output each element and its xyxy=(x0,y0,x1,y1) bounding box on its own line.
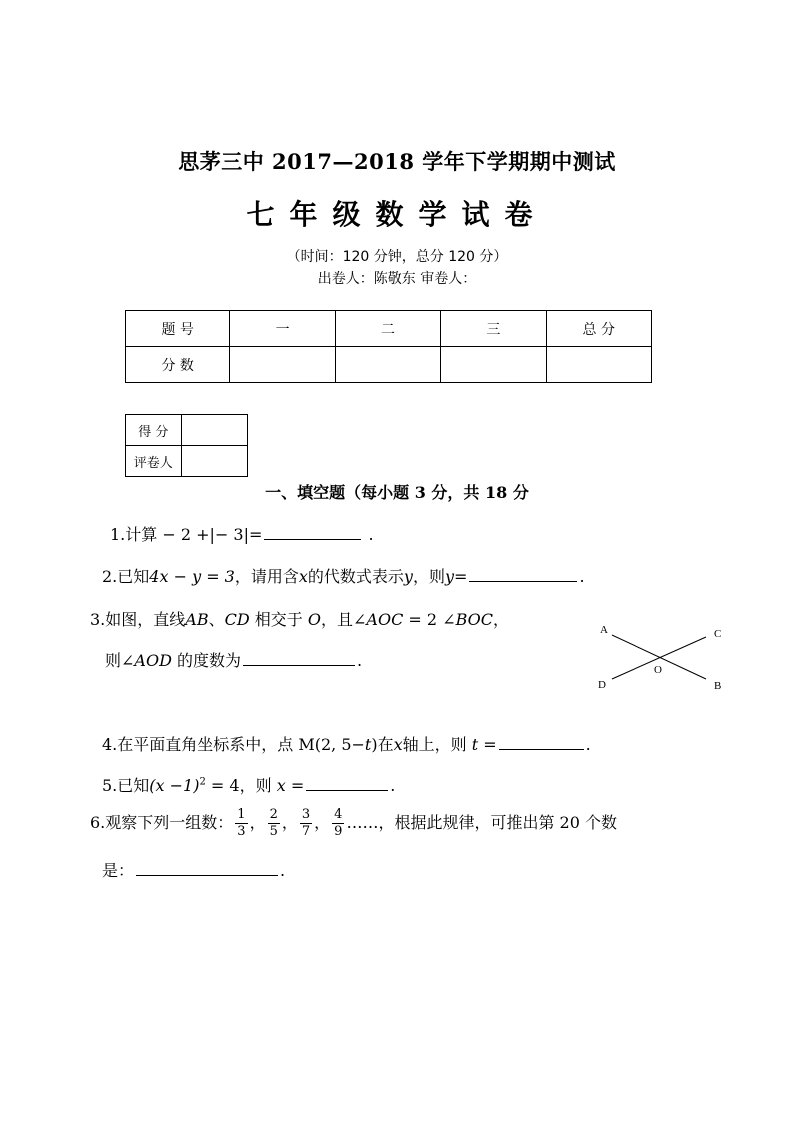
intersecting-lines-figure xyxy=(590,615,730,700)
q2-mid: ，请用含 xyxy=(234,567,299,586)
q3-end: ， xyxy=(493,610,510,629)
q6-fraction: $\frac{1}{3}$ xyxy=(237,807,246,839)
score-table-cell: 分 数 xyxy=(126,347,230,383)
point-label-d: D xyxy=(598,679,606,691)
point-label-a: A xyxy=(600,624,608,636)
q3-mid: 相交于 xyxy=(249,610,308,629)
q2-prefix: 2.已知 xyxy=(102,567,150,586)
q6-line2: 是： xyxy=(102,861,135,880)
score-entry-cell[interactable] xyxy=(335,347,440,383)
q1-abs-right: | xyxy=(243,525,249,544)
q5-x: x xyxy=(276,776,286,795)
q1-abs-inner: − 3 xyxy=(214,525,244,544)
q6-suffix: ，根据此规律，可推出第 20 个数 xyxy=(378,813,617,832)
q1-expression: − 2 + xyxy=(162,525,210,544)
question-3-line-1 xyxy=(90,607,509,630)
q2-tail: . xyxy=(579,567,585,586)
q2-var-y: y xyxy=(403,567,413,586)
q3-sep: 、 xyxy=(208,610,225,629)
score-entry-cell[interactable] xyxy=(546,347,651,383)
score-entry-cell[interactable] xyxy=(441,347,546,383)
q3-tail: . xyxy=(357,651,363,670)
q2-var-x: x xyxy=(298,567,308,586)
q5-value: = 4 xyxy=(205,776,240,795)
q3-aod: AOD xyxy=(134,651,172,670)
q3-answer-blank[interactable] xyxy=(243,649,355,666)
q2-mid3: ，则 xyxy=(412,567,445,586)
q6-fraction: $\frac{4}{9}$ xyxy=(334,807,343,839)
question-6-line-2 xyxy=(102,858,285,881)
q5-prefix: 5.已知 xyxy=(102,776,150,795)
q1-equals: = xyxy=(249,525,263,544)
grader-row xyxy=(126,415,248,446)
q4-t2: t xyxy=(471,735,479,754)
grader-label: 评卷人 xyxy=(126,446,182,477)
time-info: （时间：120 分钟，总分 120 分） xyxy=(286,249,508,265)
q4-x: x xyxy=(393,735,403,754)
q3-mid2: ，且∠ xyxy=(321,610,367,629)
q4-answer-blank[interactable] xyxy=(499,733,584,750)
q5-answer-blank[interactable] xyxy=(306,774,388,791)
q4-prefix: 4.在平面直角坐标系中，点 M(2, 5− xyxy=(102,735,365,754)
question-4 xyxy=(102,732,591,755)
q1-answer-blank[interactable] xyxy=(264,523,361,540)
section-heading: 一、填空题（每小题 3 分，共 18 分 xyxy=(265,483,529,502)
question-5 xyxy=(102,773,395,796)
score-table xyxy=(125,310,652,383)
score-table-cell: 二 xyxy=(335,311,440,347)
exam-title: 思茅三中 2017—2018 学年下学期期中测试 xyxy=(178,149,616,174)
q3-eq: = 2 ∠ xyxy=(403,610,456,629)
q6-ellipsis: …… xyxy=(346,813,379,832)
q6-fraction: $\frac{3}{7}$ xyxy=(301,807,311,839)
q5-exponent: 2 xyxy=(199,776,206,788)
q4-equals: = xyxy=(478,735,497,754)
q3-line1: 3.如图，直线 xyxy=(90,610,186,629)
q3-ab: AB xyxy=(185,610,209,629)
score-table-cell: 一 xyxy=(230,311,335,347)
q5-expression: (x −1) xyxy=(149,776,200,795)
question-6-line-1 xyxy=(90,806,617,840)
authors-info: 出卷人：陈敬东 审卷人： xyxy=(317,271,477,287)
q6-tail: . xyxy=(280,861,286,880)
question-2 xyxy=(102,564,585,587)
q2-answer-blank[interactable] xyxy=(469,565,577,582)
score-table-cell: 三 xyxy=(441,311,546,347)
q2-mid2: 的代数式表示 xyxy=(307,567,404,586)
score-table-cell: 题 号 xyxy=(126,311,230,347)
grader-entry-cell[interactable] xyxy=(181,446,247,477)
q3-aoc: AOC xyxy=(366,610,404,629)
q5-equals: = xyxy=(285,776,305,795)
q3-line2-post: 的度数为 xyxy=(171,651,242,670)
grader-label: 得 分 xyxy=(126,415,182,446)
score-entry-cell[interactable] xyxy=(230,347,335,383)
grader-table xyxy=(125,414,248,477)
point-label-b: B xyxy=(714,680,722,692)
q3-cd: CD xyxy=(224,610,250,629)
q1-tail: . xyxy=(368,525,374,544)
q4-mid2: 轴上，则 xyxy=(402,735,472,754)
q6-prefix: 6.观察下列一组数： xyxy=(90,813,234,832)
q1-abs-left: | xyxy=(209,525,215,544)
q3-o: O xyxy=(307,610,321,629)
q3-line2-pre: 则∠ xyxy=(105,651,135,670)
exam-subtitle: 七年级数学试卷 xyxy=(246,198,548,231)
q5-tail: . xyxy=(390,776,396,795)
q6-fraction: $\frac{2}{5}$ xyxy=(269,807,278,839)
q4-t: t xyxy=(364,735,372,754)
q5-mid: ，则 xyxy=(239,776,277,795)
grader-row xyxy=(126,446,248,477)
point-label-c: C xyxy=(714,628,722,640)
q1-prefix: 1.计算 xyxy=(110,525,158,544)
point-label-o: O xyxy=(654,664,662,676)
q6-sep: ， xyxy=(281,813,298,832)
question-1 xyxy=(110,522,374,545)
score-table-score-row xyxy=(126,347,652,383)
question-3-line-2 xyxy=(105,648,362,671)
q2-expression: 4x − y = 3 xyxy=(149,567,235,586)
q4-mid: )在 xyxy=(371,735,394,754)
q6-sep: ， xyxy=(249,813,266,832)
q6-answer-blank[interactable] xyxy=(136,859,278,876)
score-table-cell: 总 分 xyxy=(546,311,651,347)
grader-entry-cell[interactable] xyxy=(181,415,247,446)
q4-tail: . xyxy=(585,735,591,754)
q2-var-y2: y xyxy=(444,567,455,586)
q6-sep: ， xyxy=(314,813,331,832)
q2-equals: = xyxy=(454,567,468,586)
q3-boc: BOC xyxy=(455,610,494,629)
score-table-header-row xyxy=(126,311,652,347)
